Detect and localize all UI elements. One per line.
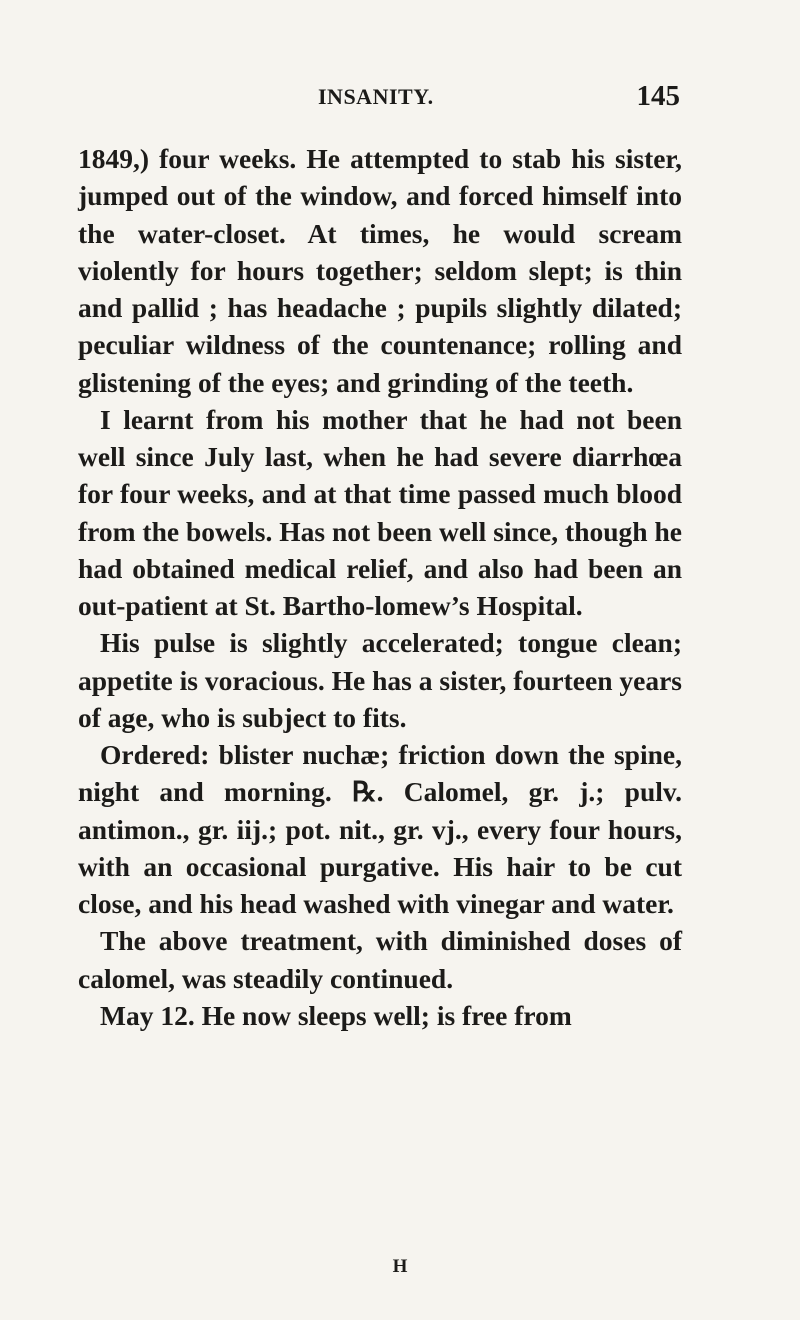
- body-text: [78, 140, 682, 1034]
- paragraph-continuation: The above treatment, with diminished doses of calomel, was steadily continued.: [78, 925, 682, 994]
- page-number: 145: [636, 80, 680, 112]
- running-head: [318, 80, 680, 116]
- paragraph-history: I learnt from his mother that he had not been well since July last, when he had severe diarrhœa for four weeks, and at that time passed much blood from the bowels. Has not been well since, though he had obtained medical relief, and also had been an out-patient at St. Bartho-lomew’s Hospital.: [78, 403, 682, 621]
- running-head-title: INSANITY.: [318, 84, 434, 109]
- signature-mark: H: [392, 1256, 408, 1277]
- paragraph-treatment: Ordered: blister nuchæ; friction down the spine, night and morning. ℞. Calomel, gr. j.; pulv. antimon., gr. iij.; pot. nit., gr. vj., every four hours, with an occasional purgative. His hair to be cut close, and his head washed with vinegar and water.: [78, 739, 682, 919]
- paragraph-case-description: 1849,) four weeks. He attempted to stab his sister, jumped out of the window, and forced himself into the water-closet. At times, he would scream violently for hours together; seldom slept; is thin and pallid ; has headache ; pupils slightly dilated; peculiar wildness of the countenance; rolling and glistening of the eyes; and grinding of the teeth.: [78, 143, 682, 398]
- paragraph-examination: His pulse is slightly accelerated; tongue clean; appetite is voracious. He has a sister, fourteen years of age, who is subject to fits.: [78, 627, 682, 733]
- paragraph-may-12: May 12. He now sleeps well; is free from: [100, 999, 572, 1031]
